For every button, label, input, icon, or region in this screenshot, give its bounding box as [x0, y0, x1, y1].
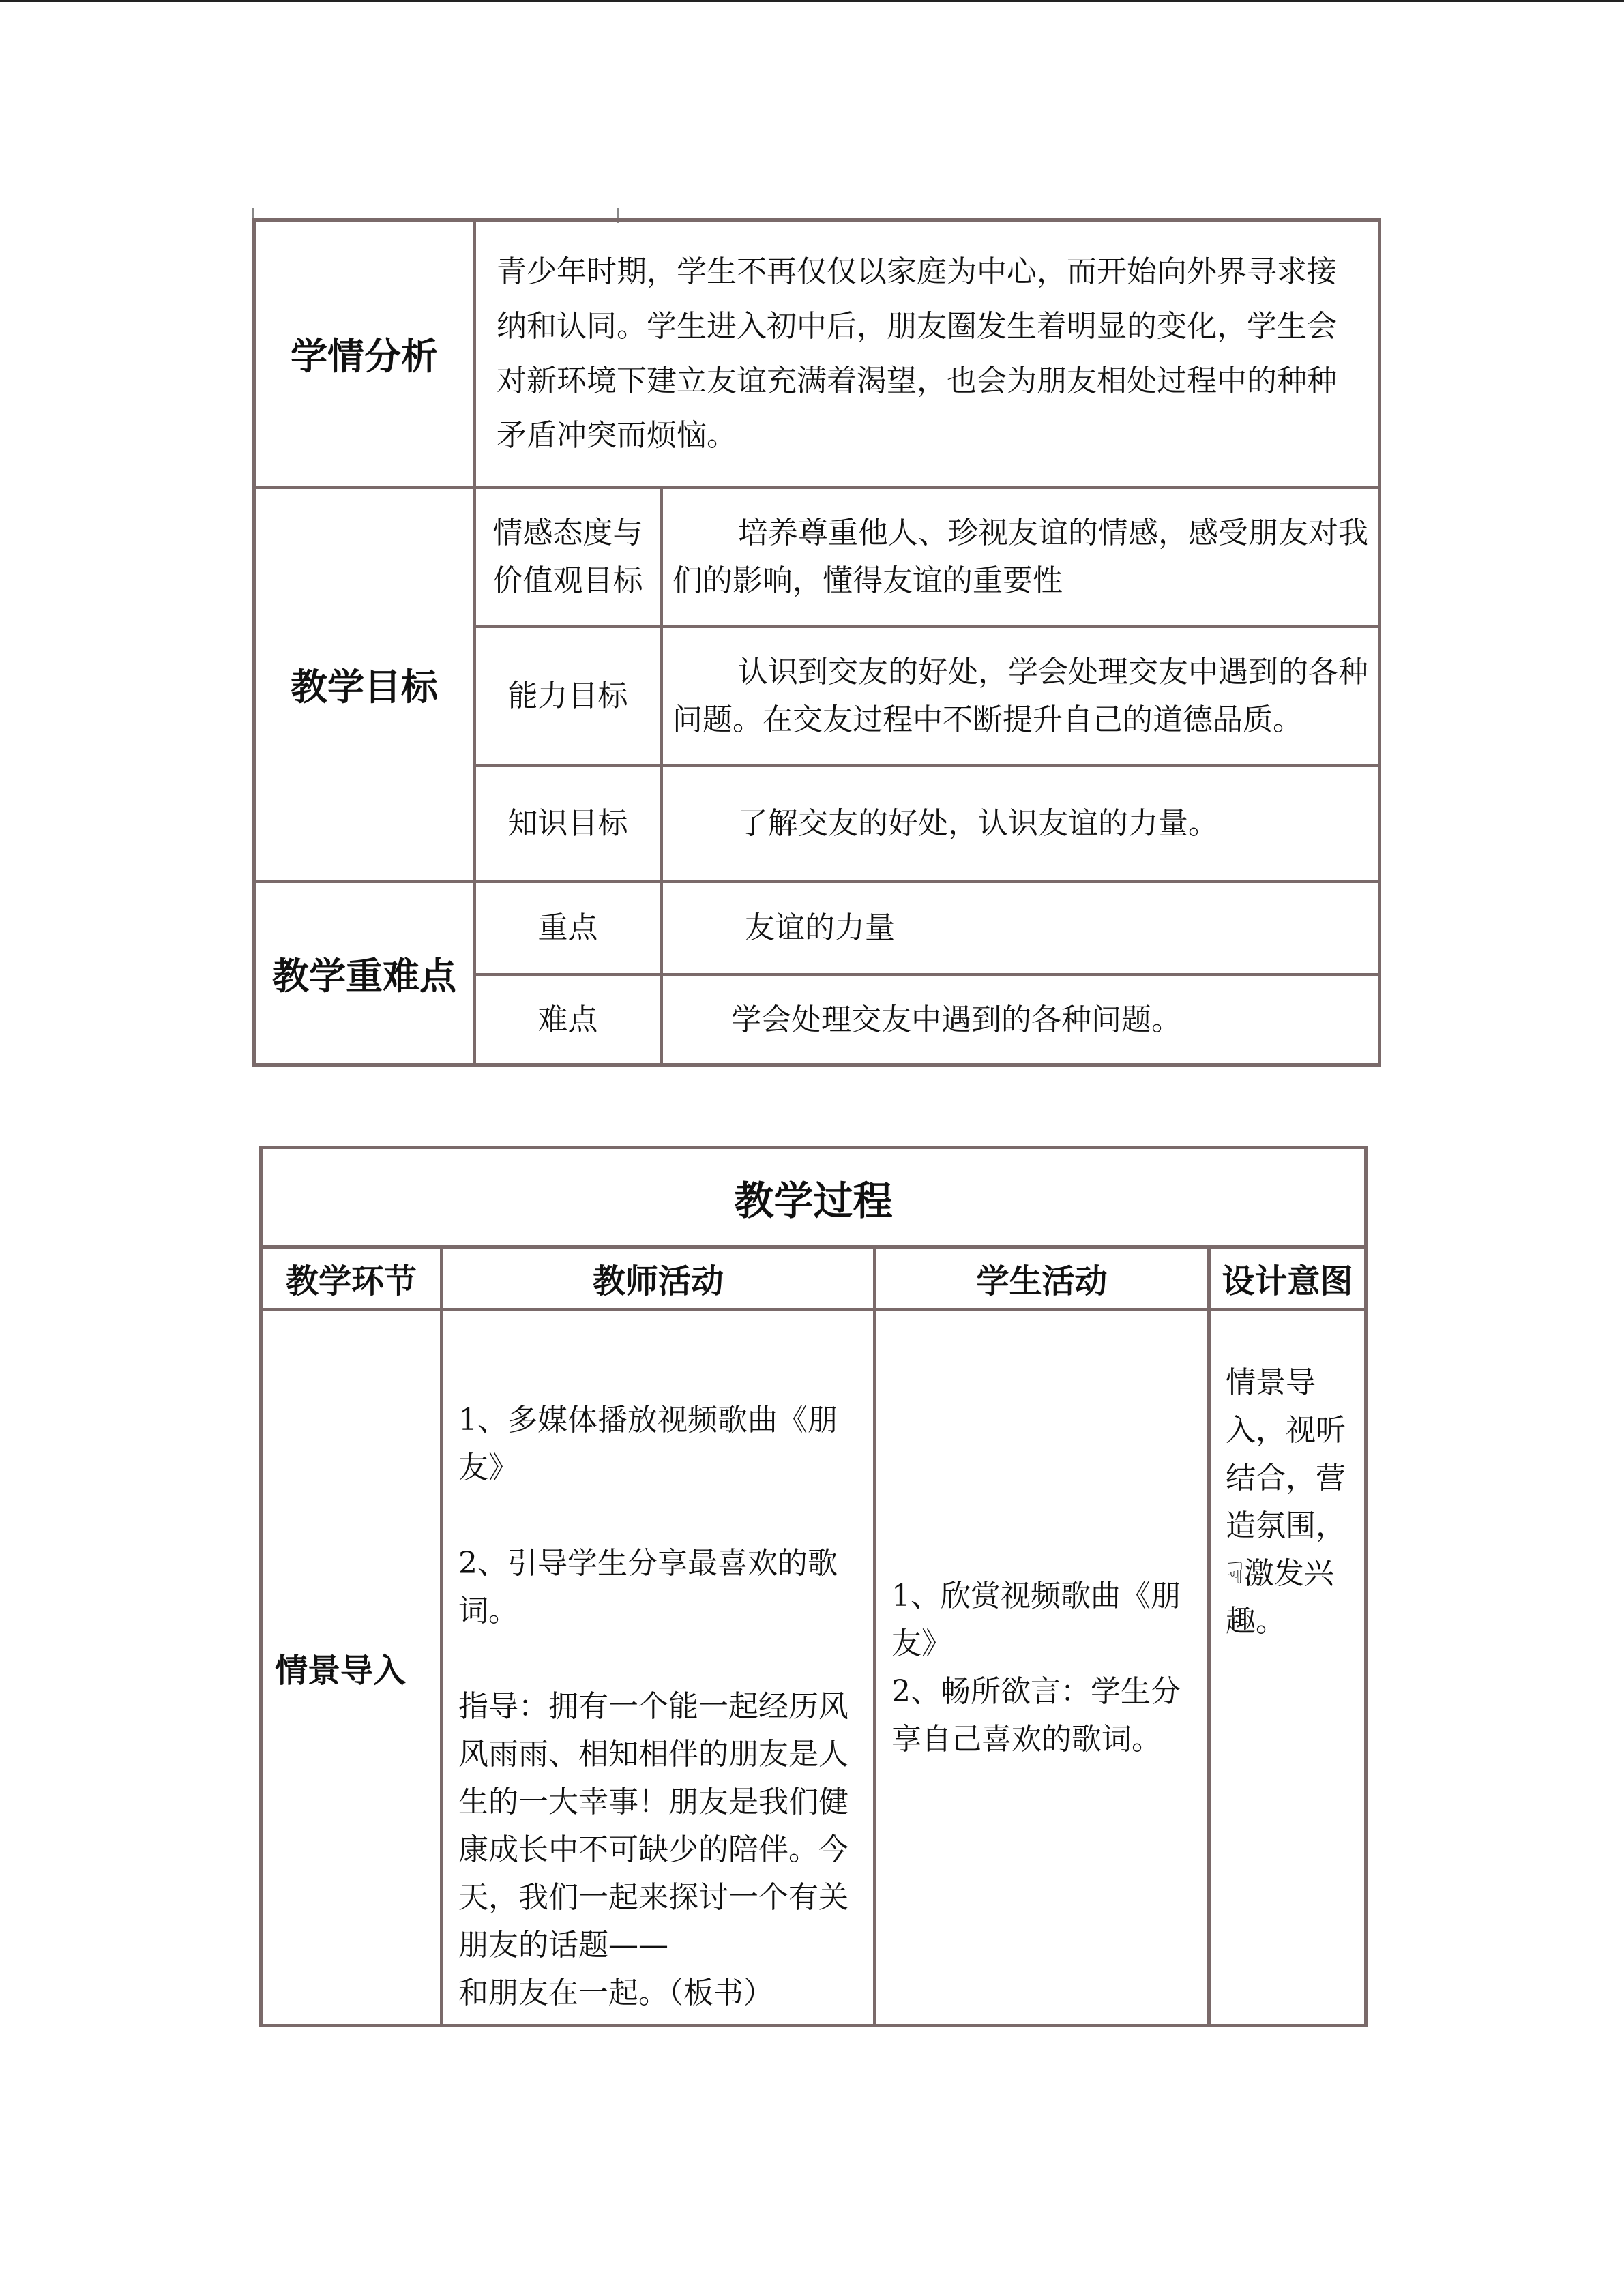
- goal-name: 知识目标: [475, 766, 662, 882]
- keypoint-name: 难点: [475, 975, 662, 1065]
- keypoints-label: 教学重难点: [254, 882, 475, 1065]
- goals-label: 教学目标: [254, 488, 475, 882]
- table-row: [254, 882, 1380, 975]
- intent-text: 激发兴趣。: [1226, 1556, 1334, 1639]
- keypoint-text: 友谊的力量: [662, 882, 1380, 975]
- goal-text: 认识到交友的好处，学会处理交友中遇到的各种问题。在交友过程中不断提升自己的道德品质。: [662, 627, 1380, 766]
- design-intent-cell: [1209, 1310, 1366, 2026]
- keypoint-name: 重点: [475, 882, 662, 975]
- keypoint-text: 学会处理交友中遇到的各种问题。: [662, 975, 1380, 1065]
- hand-cursor-icon: ☟: [1226, 1556, 1244, 1591]
- goal-name: [475, 488, 662, 627]
- goal-name-line: 情感态度与: [492, 515, 643, 550]
- goal-text: 培养尊重他人、珍视友谊的情感，感受朋友对我们的影响，懂得友谊的重要性: [662, 488, 1380, 627]
- table-row: [261, 1247, 1366, 1310]
- table-row: [254, 220, 1380, 488]
- teacher-guidance: 指导：拥有一个能一起经历风风雨雨、相知相伴的朋友是人生的一大幸事！朋友是我们健康成长中不可缺少的陪伴。今天，我们一起来探讨一个有关朋友的话题——: [458, 1689, 848, 1963]
- stage-cell: 情景导入: [261, 1310, 442, 2026]
- process-title: 教学过程: [261, 1148, 1366, 1247]
- student-step: 1、欣赏视频歌曲《朋友》: [891, 1578, 1181, 1661]
- teacher-step: 2、引导学生分享最喜欢的歌词。: [458, 1546, 838, 1628]
- column-header: 设计意图: [1209, 1247, 1366, 1310]
- column-header: 学生活动: [875, 1247, 1209, 1310]
- page-top-border: [0, 0, 1624, 2]
- lesson-info-table: [252, 218, 1381, 1067]
- teacher-step: 1、多媒体播放视频歌曲《朋友》: [458, 1403, 838, 1485]
- column-header: 教学环节: [261, 1247, 442, 1310]
- teacher-activity-cell: [442, 1310, 875, 2026]
- teaching-process-table: [259, 1146, 1368, 2027]
- analysis-text: 青少年时期，学生不再仅仅以家庭为中心，而开始向外界寻求接纳和认同。学生进入初中后，朋友圈发生着明显的变化，学生会对新环境下建立友谊充满着渴望，也会为朋友相处过程中的种种矛盾冲突而烦恼。: [475, 220, 1380, 488]
- table-row: [261, 1310, 1366, 2026]
- student-step: 2、畅所欲言：学生分享自己喜欢的歌词。: [891, 1673, 1181, 1757]
- student-activity-cell: [875, 1310, 1209, 2026]
- analysis-label: 学情分析: [254, 220, 475, 488]
- intent-text: 情景导入，视听结合，营造氛围，: [1226, 1365, 1346, 1543]
- goal-name-line: 价值观目标: [492, 563, 643, 598]
- table-row: [254, 488, 1380, 627]
- goal-name: 能力目标: [475, 627, 662, 766]
- board-note: 和朋友在一起。（板书）: [458, 1976, 773, 2010]
- table-row: [261, 1148, 1366, 1247]
- column-header: 教师活动: [442, 1247, 875, 1310]
- goal-text: 了解交友的好处，认识友谊的力量。: [662, 766, 1380, 882]
